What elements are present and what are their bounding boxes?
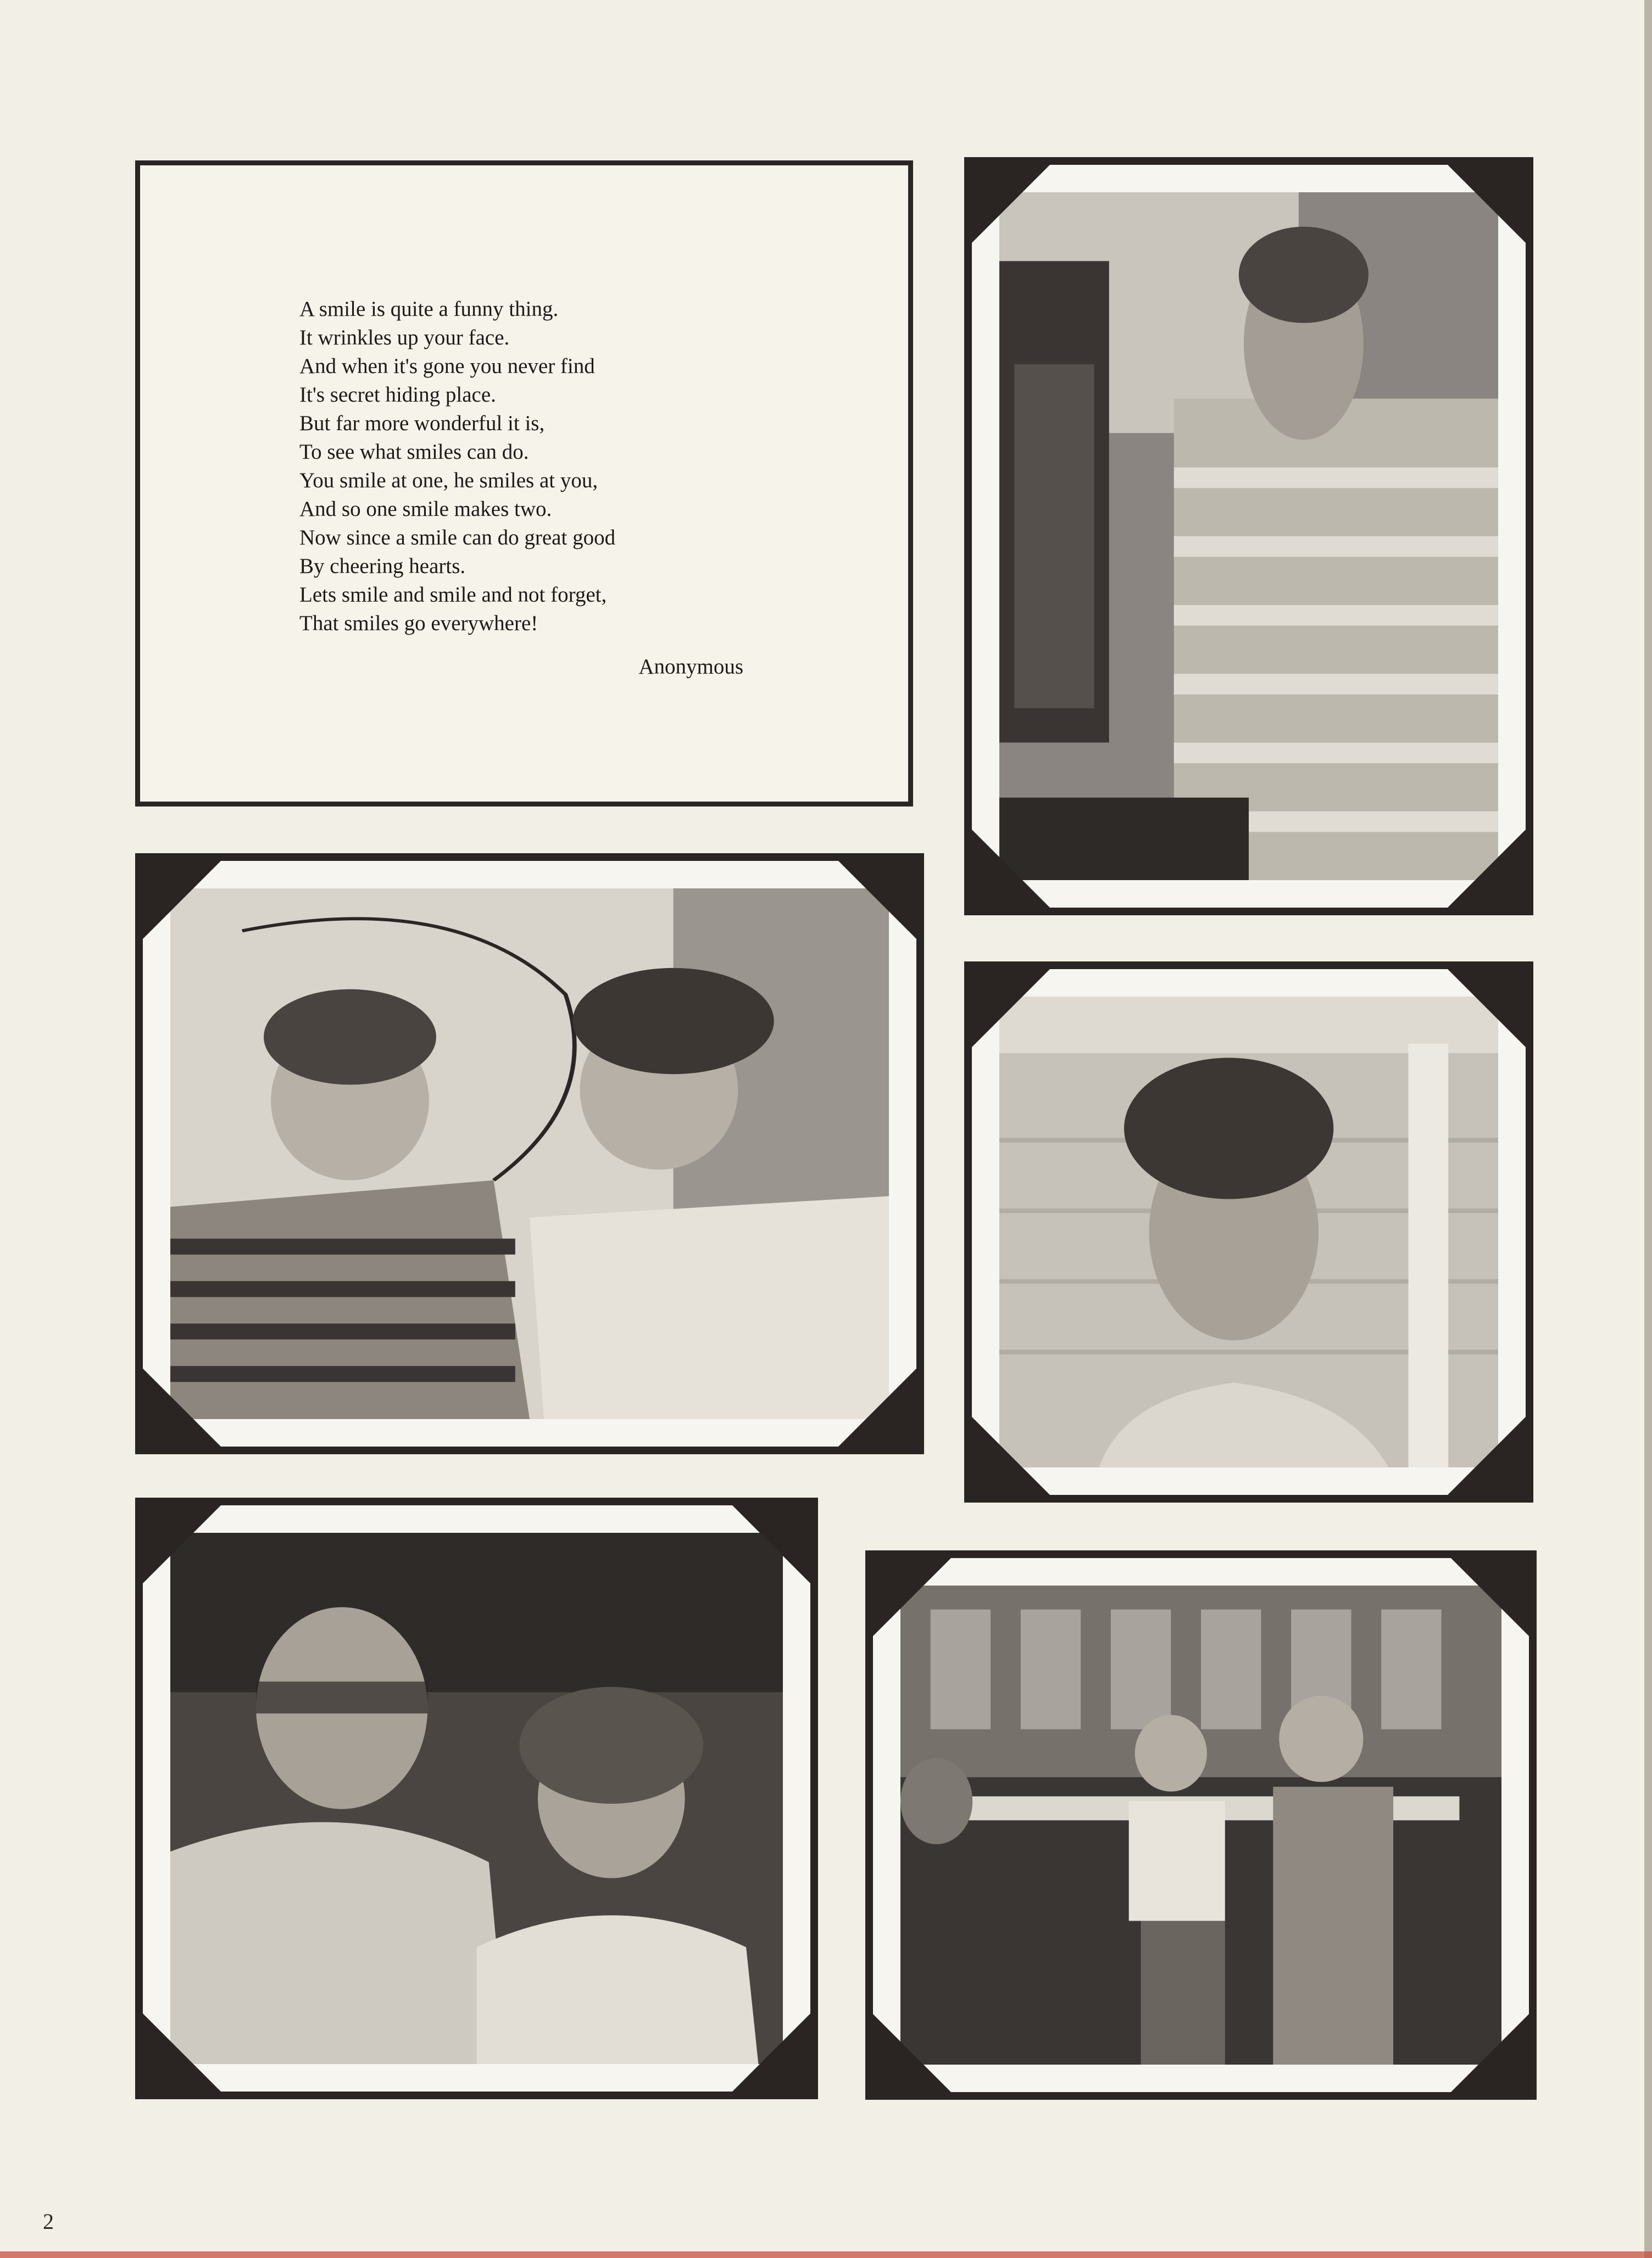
poem-author: Anonymous <box>638 655 743 678</box>
poem-box <box>135 160 913 807</box>
photo-frame-girls-arms-out <box>865 1550 1537 2100</box>
page-spine-edge <box>1644 0 1652 2258</box>
poem-line: You smile at one, he smiles at you, <box>299 469 598 492</box>
photo-girls-arms-outstretched <box>900 1586 1501 2065</box>
poem-line: A smile is quite a funny thing. <box>299 297 559 321</box>
poem-line: And so one smile makes two. <box>299 497 552 521</box>
photo-frame-two-women <box>135 853 924 1454</box>
photo-frame-machinist <box>964 157 1533 915</box>
poem-line: By cheering hearts. <box>299 554 466 578</box>
poem-line: It's secret hiding place. <box>299 383 496 407</box>
poem-line: Now since a smile can do great good <box>299 526 616 549</box>
photo-boy-portrait <box>999 997 1498 1467</box>
poem-line: But far more wonderful it is, <box>299 411 545 435</box>
poem-line: It wrinkles up your face. <box>299 326 510 349</box>
page-bottom-edge <box>0 2251 1652 2258</box>
poem-line: To see what smiles can do. <box>299 440 529 464</box>
photo-frame-boy-portrait <box>964 961 1533 1503</box>
photo-man-at-drill-press <box>999 192 1498 880</box>
poem-line: That smiles go everywhere! <box>299 611 538 635</box>
photo-two-laughing-women <box>170 888 889 1419</box>
photo-frame-man-and-teen <box>135 1498 818 2099</box>
photo-man-and-teen <box>170 1533 783 2064</box>
poem-line: And when it's gone you never find <box>299 354 595 378</box>
poem-line: Lets smile and smile and not forget, <box>299 583 607 607</box>
page-number: 2 <box>43 2209 54 2234</box>
poem-text <box>299 295 794 638</box>
